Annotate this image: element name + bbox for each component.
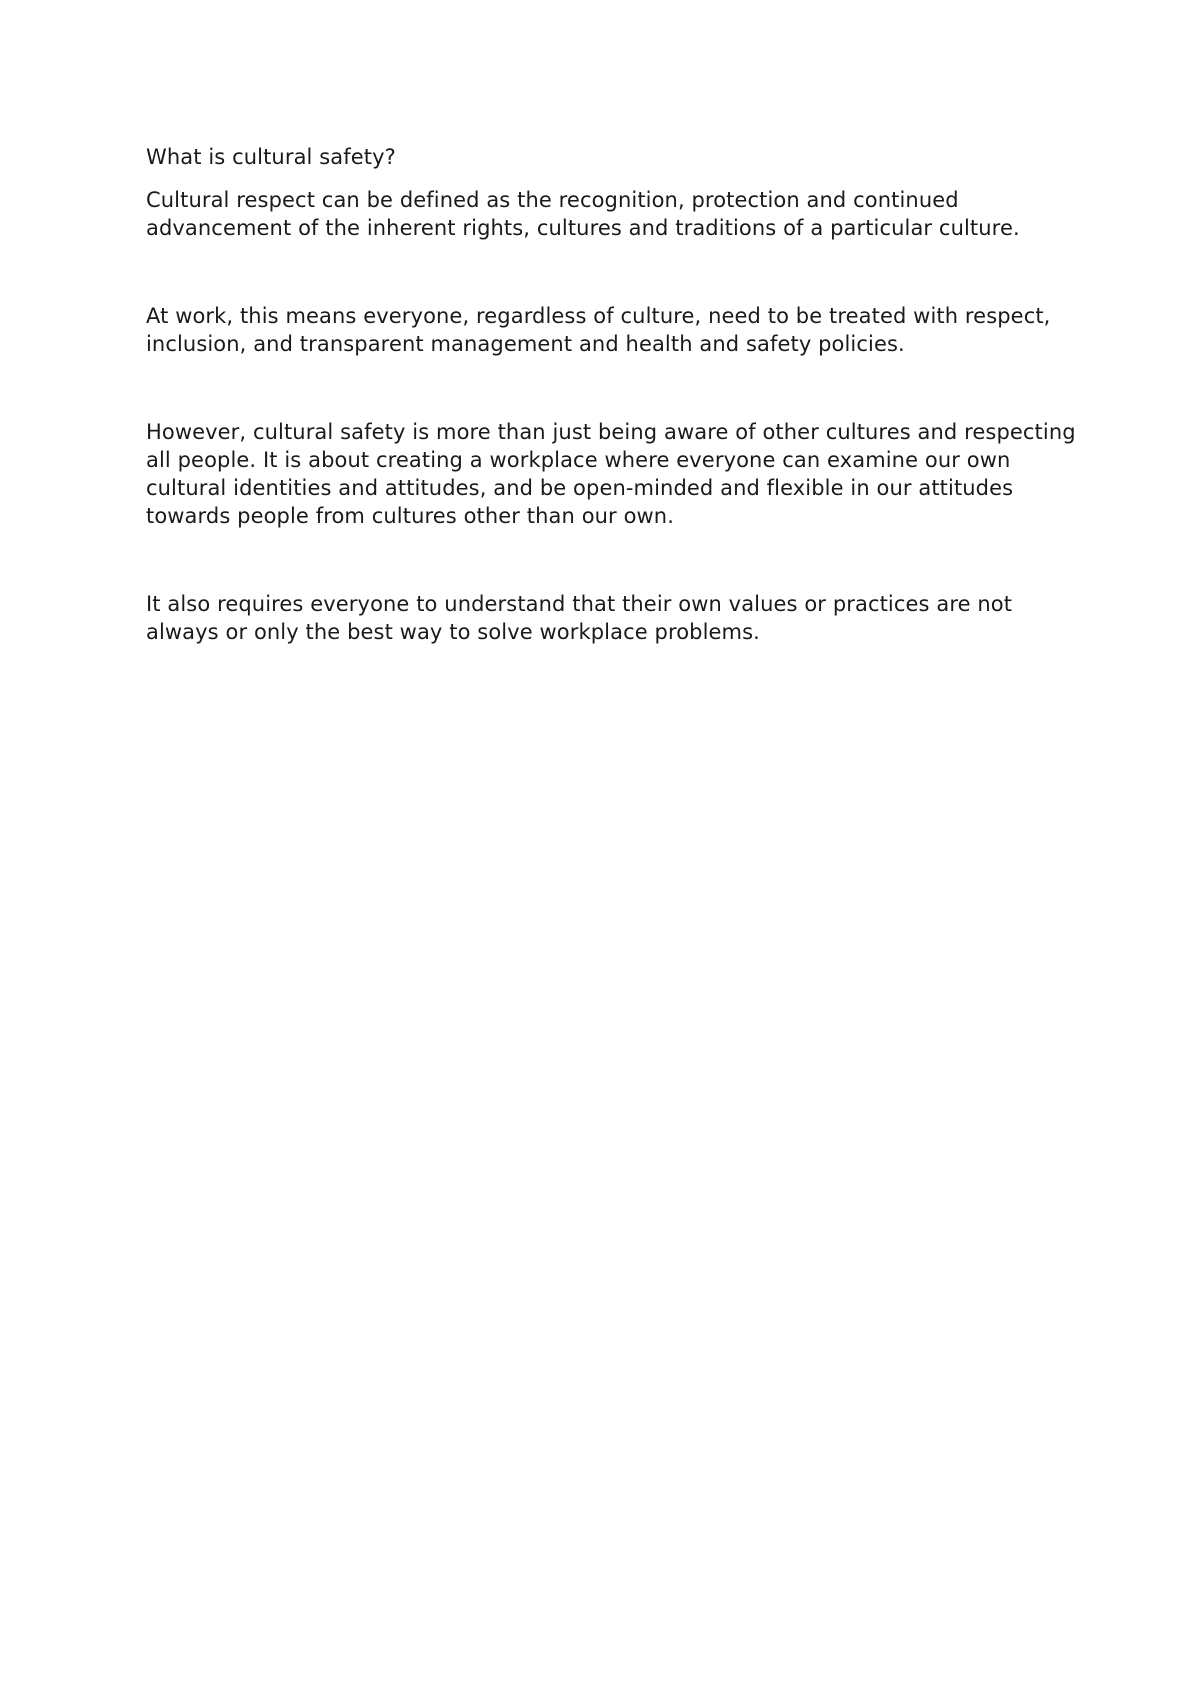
paragraph-however: However, cultural safety is more than just being aware of other cultures and respecting all people. It is about creating a workplace where everyone can examine our own cultural identities and attitudes, and be open-minded and flexible in our attitudes towards people from cultures other than our own.: [146, 420, 1076, 528]
paragraph-at-work: At work, this means everyone, regardless of culture, need to be treated with respect, inclusion, and transparent management and health and safety policies.: [146, 304, 1051, 356]
paragraph-cultural-respect: Cultural respect can be defined as the recognition, protection and continued advancement of the inherent rights, cultures and traditions of a particular culture.: [146, 188, 1020, 240]
paragraph-also-requires: It also requires everyone to understand that their own values or practices are not always or only the best way to solve workplace problems.: [146, 592, 1013, 644]
document-body: [146, 143, 1076, 646]
document-heading: What is cultural safety?: [146, 145, 396, 169]
